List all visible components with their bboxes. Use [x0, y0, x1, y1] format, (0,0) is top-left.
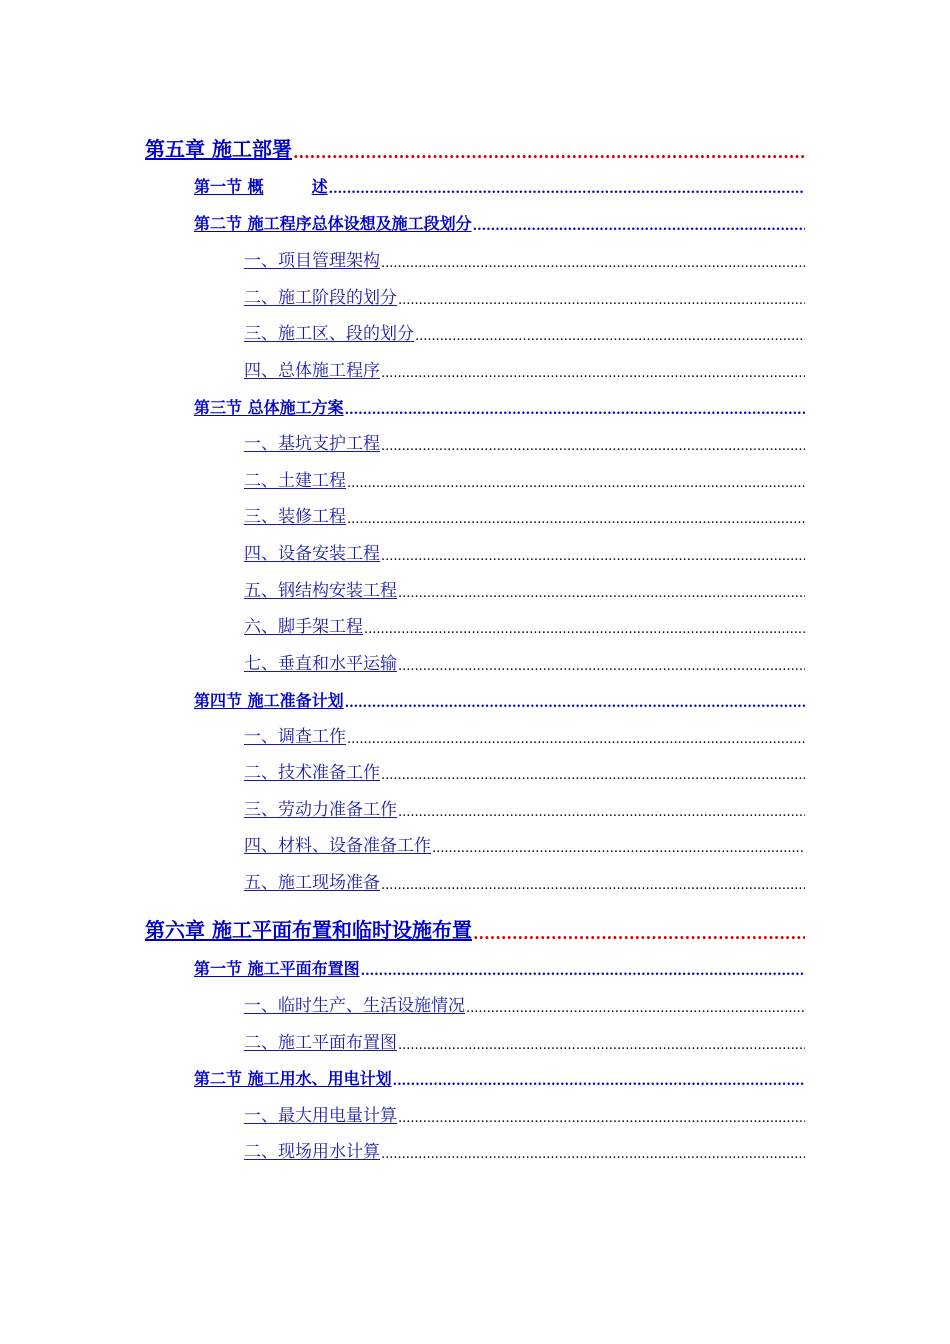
toc-chapter-5-title[interactable]: 第五章 施工部署	[145, 137, 292, 161]
toc-leader-dots	[398, 1038, 805, 1053]
toc-section-5-1-title[interactable]	[194, 174, 328, 197]
toc-leader-dots	[347, 476, 805, 491]
toc-item-label[interactable]: 五、钢结构安装工程	[244, 581, 397, 601]
toc-item-label[interactable]: 一、项目管理架构	[244, 251, 380, 271]
toc-leader-dots	[345, 403, 805, 418]
toc-item[interactable]	[244, 432, 805, 454]
toc-leader-dots	[361, 964, 805, 979]
toc-item[interactable]	[244, 1031, 805, 1053]
toc-section-5-4-title[interactable]: 第四节 施工准备计划	[194, 691, 344, 710]
toc-section-6-2[interactable]	[194, 1067, 805, 1089]
toc-section-5-4[interactable]	[194, 689, 805, 711]
toc-item[interactable]	[244, 322, 805, 344]
toc-item-label[interactable]: 一、调查工作	[244, 727, 346, 747]
toc-item[interactable]	[244, 286, 805, 308]
toc-item-label[interactable]: 五、施工现场准备	[244, 873, 380, 893]
toc-item-label[interactable]: 二、土建工程	[244, 471, 346, 491]
toc-item[interactable]	[244, 871, 805, 893]
toc-item-label[interactable]: 四、设备安装工程	[244, 544, 380, 564]
toc-item[interactable]	[244, 725, 805, 747]
toc-item[interactable]	[244, 249, 805, 271]
toc-leader-dots	[381, 439, 805, 454]
toc-item[interactable]	[244, 761, 805, 783]
toc-leader-dots	[347, 512, 805, 527]
toc-item[interactable]	[244, 798, 805, 820]
toc-item-label[interactable]: 一、临时生产、生活设施情况	[244, 996, 465, 1016]
toc-leader-dots	[398, 805, 805, 820]
toc-item[interactable]	[244, 615, 805, 637]
toc-section-5-3-title[interactable]: 第三节 总体施工方案	[194, 398, 344, 417]
toc-item[interactable]	[244, 1140, 805, 1162]
toc-leader-dots	[466, 1001, 805, 1016]
toc-leader-dots	[364, 622, 805, 637]
toc-leader-dots	[381, 878, 805, 893]
toc-item-label[interactable]: 三、施工区、段的划分	[244, 324, 414, 344]
toc-item[interactable]	[244, 1104, 805, 1126]
toc-item-label[interactable]: 一、最大用电量计算	[244, 1106, 397, 1126]
toc-section-5-3[interactable]	[194, 396, 805, 418]
toc-item[interactable]	[244, 579, 805, 601]
toc-item-label[interactable]: 四、总体施工程序	[244, 361, 380, 381]
toc-leader-dots	[381, 549, 805, 564]
toc-section-5-2[interactable]	[194, 212, 805, 234]
toc-leader-dots	[381, 366, 805, 381]
toc-section-6-1-title[interactable]: 第一节 施工平面布置图	[194, 959, 360, 978]
toc-leader-dots	[432, 841, 805, 856]
toc-leader-dots	[473, 924, 805, 943]
toc-item[interactable]	[244, 834, 805, 856]
toc-chapter-5[interactable]	[145, 136, 805, 162]
toc-item-label[interactable]: 二、施工平面布置图	[244, 1033, 397, 1053]
toc-item-label[interactable]: 四、材料、设备准备工作	[244, 836, 431, 856]
toc-item-label[interactable]: 一、基坑支护工程	[244, 434, 380, 454]
toc-leader-dots	[329, 182, 805, 197]
toc-section-6-2-title[interactable]: 第二节 施工用水、用电计划	[194, 1069, 392, 1088]
toc-section-5-1-title-b: 述	[311, 177, 328, 196]
toc-leader-dots	[398, 1111, 805, 1126]
toc-item[interactable]	[244, 505, 805, 527]
toc-item-label[interactable]: 六、脚手架工程	[244, 617, 363, 637]
toc-section-6-1[interactable]	[194, 957, 805, 979]
toc-item[interactable]	[244, 359, 805, 381]
toc-item-label[interactable]: 二、施工阶段的划分	[244, 288, 397, 308]
toc-item-label[interactable]: 二、现场用水计算	[244, 1142, 380, 1162]
toc-section-5-2-title[interactable]: 第二节 施工程序总体设想及施工段划分	[194, 214, 472, 233]
toc-chapter-6-title[interactable]: 第六章 施工平面布置和临时设施布置	[145, 918, 472, 942]
toc-leader-dots	[415, 329, 805, 344]
toc-section-5-1-title-a: 第一节 概	[194, 177, 264, 196]
toc-item[interactable]	[244, 652, 805, 674]
toc-leader-dots	[293, 143, 805, 162]
toc-item-label[interactable]: 七、垂直和水平运输	[244, 654, 397, 674]
toc-item-label[interactable]: 二、技术准备工作	[244, 763, 380, 783]
toc-section-5-1[interactable]	[194, 175, 805, 197]
toc-item-label[interactable]: 三、劳动力准备工作	[244, 800, 397, 820]
toc-leader-dots	[345, 696, 805, 711]
toc-item[interactable]	[244, 542, 805, 564]
toc-item[interactable]	[244, 994, 805, 1016]
toc-leader-dots	[398, 586, 805, 601]
toc-leader-dots	[393, 1074, 805, 1089]
toc-item-label[interactable]: 三、装修工程	[244, 507, 346, 527]
toc-leader-dots	[398, 293, 805, 308]
toc-leader-dots	[347, 732, 805, 747]
toc-leader-dots	[381, 1147, 805, 1162]
toc-chapter-6[interactable]	[145, 917, 805, 943]
toc-leader-dots	[398, 659, 805, 674]
toc-leader-dots	[473, 219, 805, 234]
toc-leader-dots	[381, 768, 805, 783]
toc-item[interactable]	[244, 469, 805, 491]
toc-leader-dots	[381, 256, 805, 271]
